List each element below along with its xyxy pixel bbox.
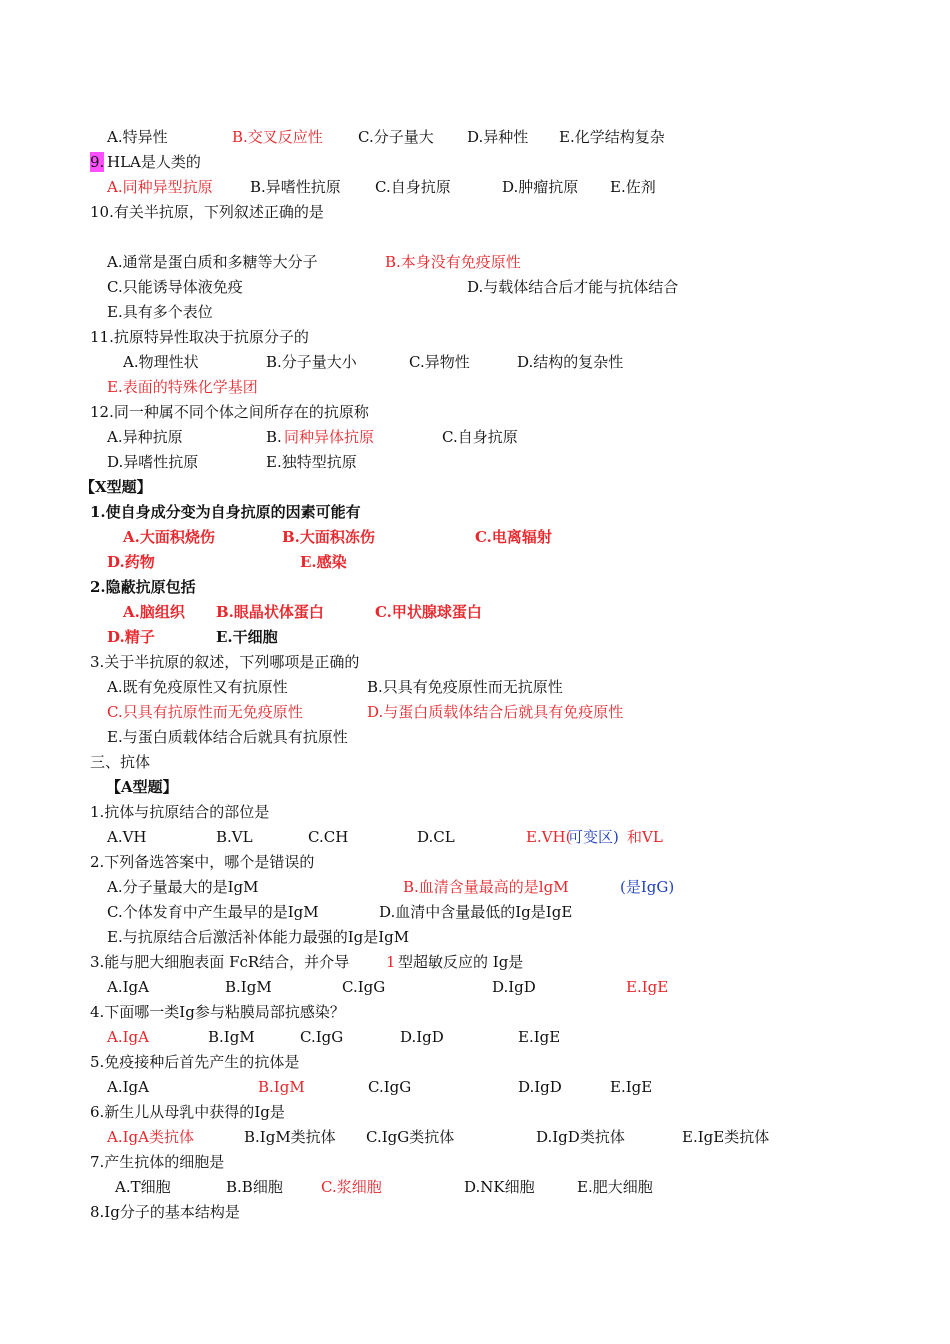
text-segment: D.异种性 bbox=[467, 128, 529, 146]
text-segment: B.大面积冻伤 bbox=[282, 528, 375, 546]
text-segment: C.只能诱导体液免疫 bbox=[107, 278, 243, 296]
text-segment: 8.Ig分子的基本结构是 bbox=[90, 1203, 240, 1221]
text-segment: A.脑组织 bbox=[123, 603, 185, 621]
text-segment: D.IgD bbox=[400, 1028, 444, 1046]
text-segment: B.本身没有免疫原性 bbox=[385, 253, 521, 271]
text-segment: 【X型题】 bbox=[80, 478, 152, 496]
text-segment: D.肿瘤抗原 bbox=[502, 178, 579, 196]
text-segment: B.只具有免疫原性而无抗原性 bbox=[367, 678, 563, 696]
text-segment: D.CL bbox=[417, 828, 455, 846]
text-segment: C.CH bbox=[308, 828, 349, 846]
text-segment: A.VH bbox=[107, 828, 147, 846]
text-segment: E.与蛋白质载体结合后就具有抗原性 bbox=[107, 728, 348, 746]
text-segment: A.分子量最大的是IgM bbox=[107, 878, 259, 896]
text-segment: E.感染 bbox=[300, 553, 347, 571]
text-segment: C.自身抗原 bbox=[375, 178, 451, 196]
text-segment: 和VL bbox=[627, 828, 663, 846]
text-segment: B.B细胞 bbox=[226, 1178, 283, 1196]
text-segment: B.IgM bbox=[258, 1078, 305, 1096]
text-segment: A.IgA bbox=[107, 978, 149, 996]
text-segment: E.IgE bbox=[518, 1028, 561, 1046]
text-segment: 【A型题】 bbox=[106, 778, 178, 796]
text-segment: E.表面的特殊化学基团 bbox=[107, 378, 258, 396]
text-segment: 3.能与肥大细胞表面 FcR结合，并介导 bbox=[90, 953, 350, 971]
text-segment: C.IgG bbox=[300, 1028, 344, 1046]
text-segment: D.IgD bbox=[518, 1078, 562, 1096]
text-segment: E.IgE bbox=[610, 1078, 653, 1096]
text-segment: 6.新生儿从母乳中获得的Ig是 bbox=[90, 1103, 285, 1121]
text-segment: B.IgM bbox=[208, 1028, 255, 1046]
text-segment: D.与载体结合后才能与抗体结合 bbox=[467, 278, 679, 296]
text-segment: 7.产生抗体的细胞是 bbox=[90, 1153, 225, 1171]
text-segment: 型超敏反应的 Ig是 bbox=[398, 953, 524, 971]
text-segment: C.IgG bbox=[342, 978, 386, 996]
text-segment: A.特异性 bbox=[107, 128, 168, 146]
text-segment: E.与抗原结合后激活补体能力最强的Ig是IgM bbox=[107, 928, 410, 946]
text-segment: B.眼晶状体蛋白 bbox=[216, 603, 324, 621]
text-segment: 可变区) bbox=[568, 828, 619, 846]
text-segment: D.精子 bbox=[107, 628, 155, 646]
text-segment: 9. bbox=[90, 153, 105, 171]
text-segment: E.具有多个表位 bbox=[107, 303, 213, 321]
text-segment: A.同种异型抗原 bbox=[107, 178, 213, 196]
text-segment: HLA是人类的 bbox=[107, 153, 201, 171]
text-segment: E.肥大细胞 bbox=[577, 1178, 653, 1196]
text-segment: A.既有免疫原性又有抗原性 bbox=[107, 678, 288, 696]
text-segment: A.物理性状 bbox=[123, 353, 199, 371]
text-segment: 10.有关半抗原，下列叙述正确的是 bbox=[90, 203, 324, 221]
text-segment: 11.抗原特异性取决于抗原分子的 bbox=[90, 328, 309, 346]
text-segment: A.IgA bbox=[107, 1078, 149, 1096]
text-segment: C.浆细胞 bbox=[321, 1178, 382, 1196]
text-segment: C.IgG bbox=[368, 1078, 412, 1096]
text-segment: 1.抗体与抗原结合的部位是 bbox=[90, 803, 270, 821]
text-segment: E.IgE类抗体 bbox=[682, 1128, 770, 1146]
text-segment: B.VL bbox=[216, 828, 253, 846]
text-segment: C.个体发育中产生最早的是IgM bbox=[107, 903, 319, 921]
text-segment: 三、抗体 bbox=[90, 753, 151, 771]
text-segment: C.异物性 bbox=[409, 353, 470, 371]
text-segment: E.佐剂 bbox=[610, 178, 656, 196]
text-segment: A.通常是蛋白质和多糖等大分子 bbox=[107, 253, 318, 271]
text-segment: C.自身抗原 bbox=[442, 428, 518, 446]
text-segment: 1 bbox=[386, 953, 396, 971]
text-segment: D.异嗜性抗原 bbox=[107, 453, 199, 471]
text-segment: B.IgM bbox=[225, 978, 272, 996]
text-segment: A.IgA类抗体 bbox=[107, 1128, 194, 1146]
text-segment: D.与蛋白质载体结合后就具有免疫原性 bbox=[367, 703, 624, 721]
text-segment: D.NK细胞 bbox=[464, 1178, 535, 1196]
text-segment: C.甲状腺球蛋白 bbox=[375, 603, 482, 621]
text-segment: B.IgM类抗体 bbox=[244, 1128, 336, 1146]
text-segment: 1.使自身成分变为自身抗原的因素可能有 bbox=[90, 503, 361, 521]
text-segment: D.IgD类抗体 bbox=[536, 1128, 625, 1146]
text-segment: 2.隐蔽抗原包括 bbox=[90, 578, 196, 596]
text-segment: B.交叉反应性 bbox=[232, 128, 323, 146]
text-segment: A.大面积烧伤 bbox=[123, 528, 215, 546]
text-segment: C.分子量大 bbox=[358, 128, 434, 146]
text-segment: C.只具有抗原性而无免疫原性 bbox=[107, 703, 303, 721]
text-segment: E.化学结构复杂 bbox=[559, 128, 665, 146]
text-segment: E.VH( bbox=[526, 828, 572, 846]
text-segment: B.分子量大小 bbox=[266, 353, 357, 371]
text-segment: D.IgD bbox=[492, 978, 536, 996]
text-segment: A.T细胞 bbox=[115, 1178, 171, 1196]
text-segment: E.干细胞 bbox=[216, 628, 278, 646]
text-segment: B. bbox=[266, 428, 282, 446]
text-segment: (是IgG) bbox=[620, 878, 675, 896]
text-segment: A.异种抗原 bbox=[107, 428, 183, 446]
text-segment: C.IgG类抗体 bbox=[366, 1128, 455, 1146]
text-segment: 4.下面哪一类Ig参与粘膜局部抗感染？ bbox=[90, 1003, 345, 1021]
text-segment: C.电离辐射 bbox=[475, 528, 552, 546]
text-segment: A.IgA bbox=[107, 1028, 149, 1046]
text-segment: B.血清含量最高的是lgM bbox=[403, 878, 569, 896]
text-segment: D.结构的复杂性 bbox=[517, 353, 624, 371]
text-segment: E.IgE bbox=[626, 978, 669, 996]
text-segment: D.药物 bbox=[107, 553, 155, 571]
text-segment: B.异嗜性抗原 bbox=[250, 178, 341, 196]
text-segment: 同种异体抗原 bbox=[284, 428, 375, 446]
text-segment: 5.免疫接种后首先产生的抗体是 bbox=[90, 1053, 300, 1071]
text-segment: 2.下列备选答案中，哪个是错误的 bbox=[90, 853, 315, 871]
text-segment: D.血清中含量最低的Ig是IgE bbox=[379, 903, 573, 921]
text-segment: 3.关于半抗原的叙述，下列哪项是正确的 bbox=[90, 653, 360, 671]
text-segment: 12.同一种属不同个体之间所存在的抗原称 bbox=[90, 403, 369, 421]
text-segment: E.独特型抗原 bbox=[266, 453, 357, 471]
